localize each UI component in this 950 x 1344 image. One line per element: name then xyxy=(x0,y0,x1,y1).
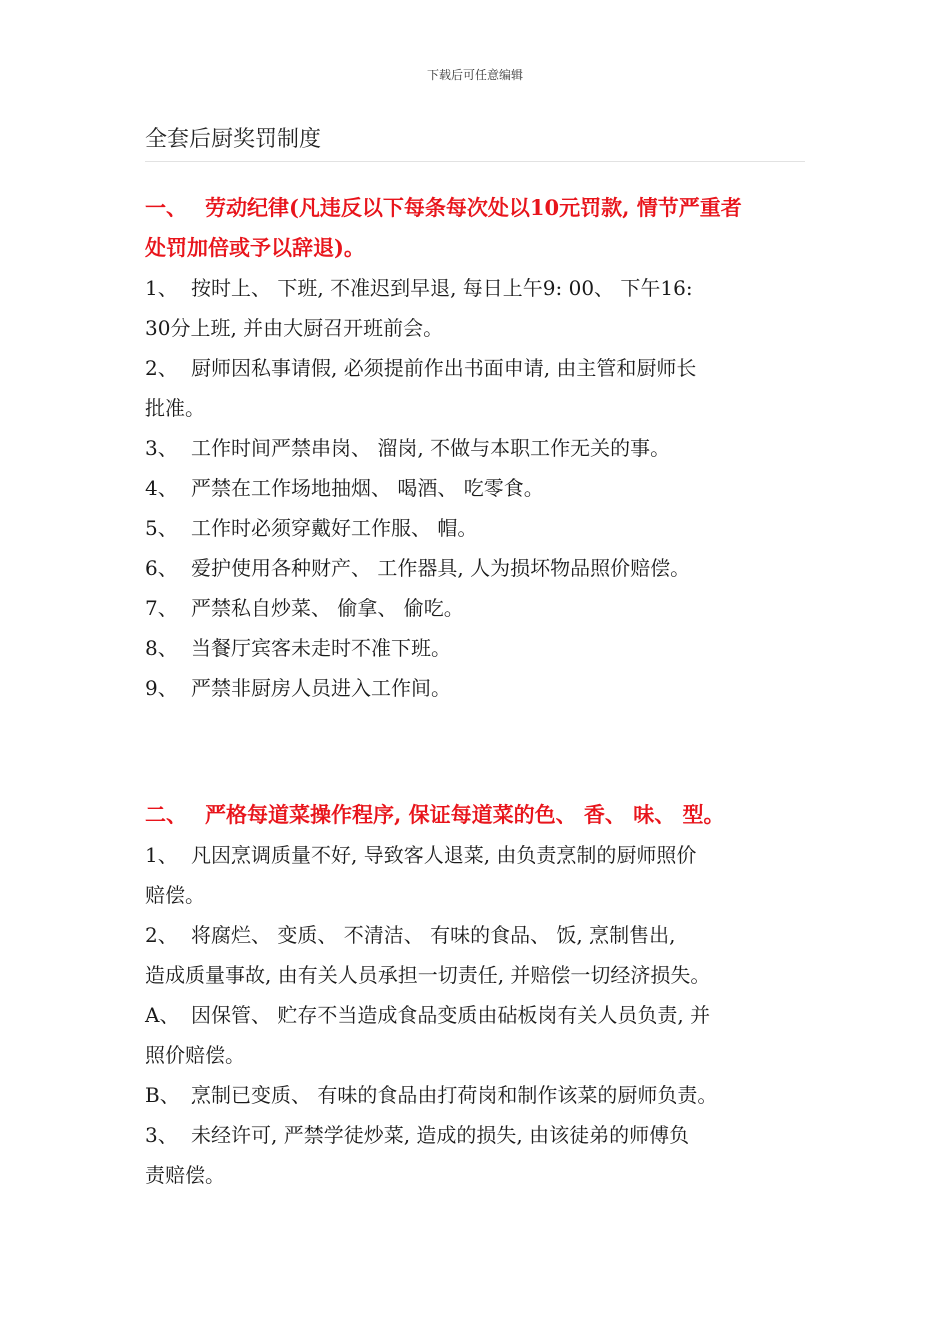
item-number: 2、 xyxy=(145,923,178,947)
item-text: 当餐厅宾客未走时不准下班。 xyxy=(191,636,451,660)
title-divider xyxy=(145,161,805,162)
item-number: 2、 xyxy=(145,356,178,380)
header-note: 下载后可任意编辑 xyxy=(426,68,523,82)
item-number: 1、 xyxy=(145,843,178,867)
rule-item xyxy=(145,668,810,708)
item-number: 8、 xyxy=(145,636,178,660)
item-number: B、 xyxy=(145,1083,180,1107)
item-text: 严禁私自炒菜、 偷拿、 偷吃。 xyxy=(191,596,464,620)
item-number: 3、 xyxy=(145,1123,178,1147)
item-number: 3、 xyxy=(145,436,178,460)
rule-item xyxy=(145,915,810,995)
rule-item xyxy=(145,1075,810,1115)
item-number: 6、 xyxy=(145,556,178,580)
item-text: 赔偿。 xyxy=(145,883,205,907)
rule-item xyxy=(145,428,810,468)
item-text: 爱护使用各种财产、 工作器具, 人为损坏物品照价赔偿。 xyxy=(191,556,691,580)
rule-item xyxy=(145,1115,810,1195)
rule-item xyxy=(145,348,810,428)
item-text: 工作时必须穿戴好工作服、 帽。 xyxy=(191,516,478,540)
section-heading xyxy=(145,188,810,268)
item-number: 5、 xyxy=(145,516,178,540)
item-text: 严禁非厨房人员进入工作间。 xyxy=(191,676,451,700)
section-dish-procedure xyxy=(145,795,810,1195)
rule-item xyxy=(145,995,810,1075)
item-text: 责赔偿。 xyxy=(145,1163,225,1187)
rule-item xyxy=(145,268,810,348)
heading-line: 处罚加倍或予以辞退)。 xyxy=(145,235,365,260)
item-text: 严禁在工作场地抽烟、 喝酒、 吃零食。 xyxy=(191,476,544,500)
item-text: 按时上、 下班, 不准迟到早退, 每日上午9: 00、 下午16: xyxy=(191,276,693,300)
item-text: 厨师因私事请假, 必须提前作出书面申请, 由主管和厨师长 xyxy=(191,356,697,380)
rule-item xyxy=(145,628,810,668)
item-number: 4、 xyxy=(145,476,178,500)
heading-text: 劳动纪律(凡违反以下每条每次处以10元罚款, 情节严重者 xyxy=(205,195,742,220)
item-text: 将腐烂、 变质、 不清洁、 有味的食品、 饭, 烹制售出, xyxy=(191,923,676,947)
item-number: A、 xyxy=(145,1003,180,1027)
section-heading xyxy=(145,795,810,835)
item-number: 7、 xyxy=(145,596,178,620)
heading-line xyxy=(145,188,810,228)
item-number: 1、 xyxy=(145,276,178,300)
rule-item xyxy=(145,468,810,508)
section-number: 一、 xyxy=(145,195,187,220)
item-text: 未经许可, 严禁学徒炒菜, 造成的损失, 由该徒弟的师傅负 xyxy=(191,1123,690,1147)
section-number: 二、 xyxy=(145,802,187,827)
item-text: 烹制已变质、 有味的食品由打荷岗和制作该菜的厨师负责。 xyxy=(191,1083,718,1107)
item-text: 照价赔偿。 xyxy=(145,1043,245,1067)
item-text: 30分上班, 并由大厨召开班前会。 xyxy=(145,316,444,340)
section-labor-discipline xyxy=(145,188,810,708)
rule-item xyxy=(145,508,810,548)
heading-text: 严格每道菜操作程序, 保证每道菜的色、 香、 味、 型。 xyxy=(205,802,725,827)
heading-line xyxy=(145,795,810,835)
item-text: 批准。 xyxy=(145,396,205,420)
item-text: 造成质量事故, 由有关人员承担一切责任, 并赔偿一切经济损失。 xyxy=(145,963,711,987)
document-title: 全套后厨奖罚制度 xyxy=(145,127,322,152)
item-number: 9、 xyxy=(145,676,178,700)
item-text: 凡因烹调质量不好, 导致客人退菜, 由负责烹制的厨师照价 xyxy=(191,843,697,867)
item-text: 因保管、 贮存不当造成食品变质由砧板岗有关人员负责, 并 xyxy=(191,1003,711,1027)
rule-item xyxy=(145,588,810,628)
item-text: 工作时间严禁串岗、 溜岗, 不做与本职工作无关的事。 xyxy=(191,436,671,460)
rule-item xyxy=(145,835,810,915)
rule-item xyxy=(145,548,810,588)
